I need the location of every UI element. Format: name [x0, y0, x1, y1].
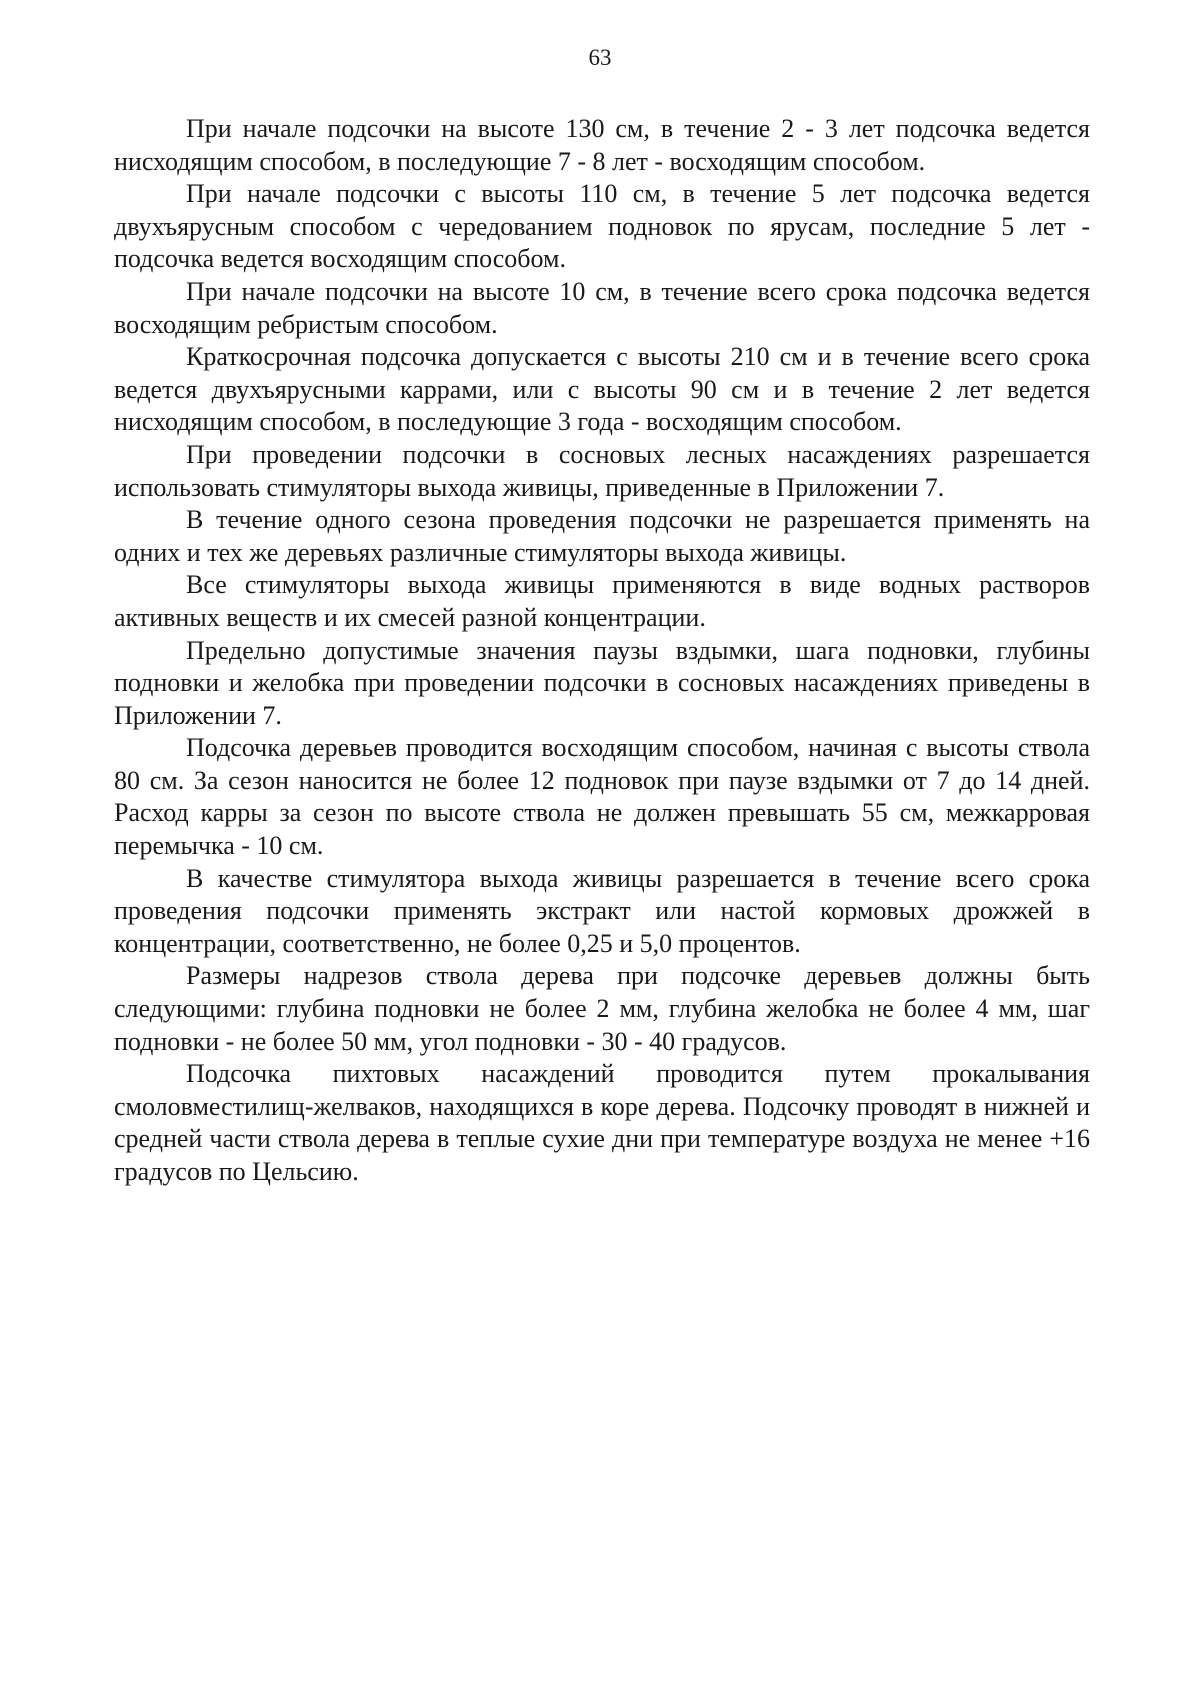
paragraph: В течение одного сезона проведения подсочки не разрешается применять на одних и тех же деревьях различные стимуляторы выхода живицы. [114, 505, 1090, 567]
paragraph: Подсочка пихтовых насаждений проводится путем прокалывания смоловместилищ-желваков, находящихся в коре дерева. Подсочку проводят в нижней и средней части ствола дерева в теплые сухие дни при температуре воздуха не менее +16 градусов по Цельсию. [114, 1059, 1090, 1186]
paragraph: При проведении подсочки в сосновых лесных насаждениях разрешается использовать стимуляторы выхода живицы, приведенные в Приложении 7. [114, 439, 1090, 502]
paragraph: Все стимуляторы выхода живицы применяются в виде водных растворов активных веществ и их смесей разной концентрации. [114, 570, 1090, 632]
paragraph: Размеры надрезов ствола дерева при подсочке деревьев должны быть следующими: глубина подновки не более 2 мм, глубина желобка не более 4 мм, шаг подновки - не более 50 мм, угол подновки - 30 - 40 градусов. [114, 961, 1090, 1056]
body-text [114, 113, 1090, 1189]
paragraph: Краткосрочная подсочка допускается с высоты 210 см и в течение всего срока ведется двухъярусными каррами, или с высоты 90 см и в течение 2 лет ведется нисходящим способом, в последующие 3 года - восходящим способом. [114, 342, 1090, 437]
page-number: 63 [588, 45, 612, 70]
paragraph: При начале подсочки с высоты 110 см, в течение 5 лет подсочка ведется двухъярусным способом с чередованием подновок по ярусам, последние 5 лет - подсочка ведется восходящим способом. [114, 179, 1090, 274]
paragraph: При начале подсочки на высоте 130 см, в течение 2 - 3 лет подсочка ведется нисходящим способом, в последующие 7 - 8 лет - восходящим способом. [114, 114, 1090, 176]
paragraph: В качестве стимулятора выхода живицы разрешается в течение всего срока проведения подсочки применять экстракт или настой кормовых дрожжей в концентрации, соответственно, не более 0,25 и 5,0 процентов. [114, 863, 1090, 958]
paragraph: При начале подсочки на высоте 10 см, в течение всего срока подсочка ведется восходящим ребристым способом. [114, 276, 1090, 339]
paragraph: Подсочка деревьев проводится восходящим способом, начиная с высоты ствола 80 см. За сезон наносится не более 12 подновок при паузе вздымки от 7 до 14 дней. Расход карры за сезон по высоте ствола не должен превышать 55 см, межкарровая перемычка - 10 см. [114, 733, 1090, 861]
paragraph: Предельно допустимые значения паузы вздымки, шага подновки, глубины подновки и желобка при проведении подсочки в сосновых насаждениях приведены в Приложении 7. [114, 635, 1090, 730]
